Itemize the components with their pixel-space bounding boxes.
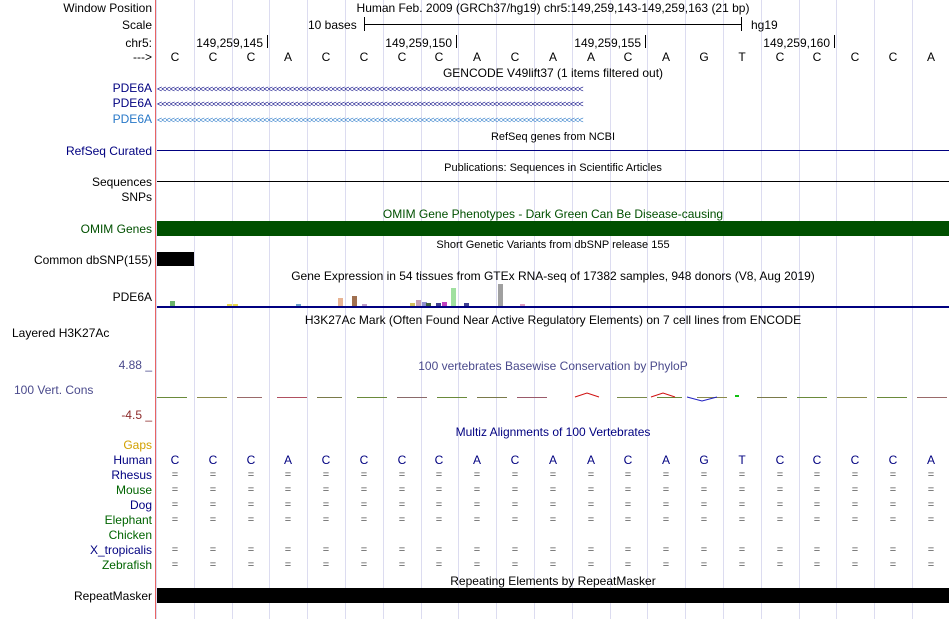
gtex-track-title: Gene Expression in 54 tissues from GTEx RNA-seq of 17382 samples, 948 donors (V8, Aug 2019) bbox=[291, 269, 815, 283]
phylop-segment bbox=[397, 397, 427, 398]
alignment-match: = bbox=[662, 514, 670, 526]
reference-base[interactable]: A bbox=[661, 50, 670, 64]
reference-base[interactable]: A bbox=[548, 50, 557, 64]
alignment-match: = bbox=[851, 544, 859, 556]
gencode-transcript-3[interactable]: <<<<<<<<<<<<<<<<<<<<<<<<<<<<<<<<<<<<<<<<<<<<<<<<<<<<<<<<<<<<<<<<<<<<<<<<<<<<<<<<<<<<<<<<<<<<<<<<<<<< bbox=[157, 115, 583, 125]
position-label: 149,259,150 bbox=[385, 36, 452, 50]
reference-base[interactable]: A bbox=[472, 50, 481, 64]
alignment-match: = bbox=[209, 544, 217, 556]
alignment-match: = bbox=[284, 514, 292, 526]
h3k27ac-track-title: H3K27Ac Mark (Often Found Near Active Regulatory Elements) on 7 cell lines from ENCODE bbox=[304, 313, 802, 327]
alignment-match: = bbox=[813, 499, 821, 511]
alignment-match: = bbox=[927, 499, 935, 511]
alignment-match: = bbox=[700, 514, 708, 526]
alignment-match: = bbox=[435, 559, 443, 571]
phylop-segment bbox=[357, 397, 387, 398]
reference-base[interactable]: C bbox=[321, 50, 331, 64]
alignment-match: = bbox=[435, 469, 443, 481]
gtex-tissue-bar[interactable] bbox=[498, 284, 503, 306]
human-base[interactable]: C bbox=[208, 453, 218, 467]
alignment-match: = bbox=[247, 514, 255, 526]
alignment-match: = bbox=[624, 544, 632, 556]
alignment-match: = bbox=[587, 559, 595, 571]
repeatmasker-track-label[interactable]: RepeatMasker bbox=[73, 589, 152, 603]
alignment-match: = bbox=[284, 469, 292, 481]
alignment-match: = bbox=[171, 484, 179, 496]
human-base[interactable]: C bbox=[812, 453, 822, 467]
alignment-match: = bbox=[247, 499, 255, 511]
alignment-match: = bbox=[360, 499, 368, 511]
alignment-match: = bbox=[624, 484, 632, 496]
alignment-match: = bbox=[322, 544, 330, 556]
reference-base[interactable]: C bbox=[170, 50, 180, 64]
alignment-match: = bbox=[889, 499, 897, 511]
alignment-match: = bbox=[435, 484, 443, 496]
alignment-match: = bbox=[624, 559, 632, 571]
multiz-species-label[interactable]: Chicken bbox=[108, 528, 152, 542]
omim-track-title: OMIM Gene Phenotypes - Dark Green Can Be Disease-causing bbox=[382, 207, 724, 221]
alignment-match: = bbox=[927, 514, 935, 526]
gtex-tissue-bar[interactable] bbox=[451, 288, 456, 306]
alignment-match: = bbox=[473, 514, 481, 526]
alignment-match: = bbox=[851, 469, 859, 481]
alignment-match: = bbox=[549, 484, 557, 496]
phylop-segment bbox=[437, 397, 467, 398]
alignment-match: = bbox=[889, 484, 897, 496]
repeatmasker-track-title: Repeating Elements by RepeatMasker bbox=[450, 574, 656, 588]
phylop-peak bbox=[575, 393, 599, 397]
alignment-match: = bbox=[473, 469, 481, 481]
alignment-match: = bbox=[927, 469, 935, 481]
human-base[interactable]: A bbox=[926, 453, 935, 467]
refseq-track-label[interactable]: RefSeq Curated bbox=[65, 144, 152, 158]
alignment-match: = bbox=[927, 544, 935, 556]
alignment-match: = bbox=[209, 484, 217, 496]
human-base[interactable]: A bbox=[586, 453, 595, 467]
phylop-mark bbox=[735, 395, 739, 397]
alignment-match: = bbox=[587, 544, 595, 556]
scale-text: 10 bases bbox=[308, 18, 357, 32]
gencode-track-title: GENCODE V49lift37 (1 items filtered out) bbox=[442, 66, 664, 80]
alignment-match: = bbox=[662, 469, 670, 481]
alignment-match: = bbox=[435, 514, 443, 526]
phylop-segment bbox=[237, 397, 262, 398]
human-base[interactable]: T bbox=[738, 453, 746, 467]
gtex-tissue-bar[interactable] bbox=[352, 296, 357, 306]
dbsnp-track-label[interactable]: Common dbSNP(155) bbox=[33, 253, 152, 267]
assembly-label: hg19 bbox=[751, 18, 778, 32]
alignment-match: = bbox=[322, 499, 330, 511]
alignment-match: = bbox=[473, 559, 481, 571]
alignment-match: = bbox=[889, 514, 897, 526]
alignment-match: = bbox=[776, 544, 784, 556]
window-position-text: Human Feb. 2009 (GRCh37/hg19) chr5:149,259,143-149,259,163 (21 bp) bbox=[356, 1, 750, 15]
alignment-match: = bbox=[776, 514, 784, 526]
phylop-segment bbox=[477, 397, 507, 398]
alignment-match: = bbox=[851, 514, 859, 526]
reference-base[interactable]: C bbox=[510, 50, 520, 64]
alignment-match: = bbox=[662, 499, 670, 511]
alignment-match: = bbox=[813, 469, 821, 481]
phylop-segment bbox=[517, 397, 547, 398]
alignment-match: = bbox=[813, 514, 821, 526]
alignment-match: = bbox=[851, 559, 859, 571]
alignment-match: = bbox=[398, 484, 406, 496]
human-base[interactable]: A bbox=[472, 453, 481, 467]
position-tick bbox=[645, 35, 646, 48]
alignment-match: = bbox=[587, 484, 595, 496]
alignment-match: = bbox=[662, 559, 670, 571]
position-tick bbox=[834, 35, 835, 48]
alignment-match: = bbox=[738, 469, 746, 481]
reference-base[interactable]: G bbox=[699, 50, 709, 64]
publications-track-title: Publications: Sequences in Scientific Articles bbox=[444, 162, 662, 174]
alignment-match: = bbox=[776, 484, 784, 496]
alignment-match: = bbox=[322, 469, 330, 481]
alignment-match: = bbox=[776, 469, 784, 481]
alignment-match: = bbox=[473, 544, 481, 556]
reference-base[interactable]: C bbox=[397, 50, 407, 64]
alignment-match: = bbox=[889, 544, 897, 556]
alignment-match: = bbox=[284, 559, 292, 571]
alignment-match: = bbox=[549, 514, 557, 526]
alignment-match: = bbox=[927, 559, 935, 571]
gencode-item-label-1[interactable]: PDE6A bbox=[112, 81, 152, 95]
human-base[interactable]: C bbox=[888, 453, 898, 467]
alignment-match: = bbox=[511, 499, 519, 511]
omim-gene-bar[interactable] bbox=[157, 221, 949, 236]
alignment-match: = bbox=[247, 469, 255, 481]
human-base[interactable]: C bbox=[246, 453, 256, 467]
reference-base[interactable]: A bbox=[283, 50, 292, 64]
alignment-match: = bbox=[662, 544, 670, 556]
alignment-match: = bbox=[171, 469, 179, 481]
alignment-match: = bbox=[171, 514, 179, 526]
human-base[interactable]: C bbox=[359, 453, 369, 467]
alignment-match: = bbox=[209, 559, 217, 571]
position-tick bbox=[456, 35, 457, 48]
multiz-species-label[interactable]: Zebrafish bbox=[101, 558, 152, 572]
human-base[interactable]: C bbox=[170, 453, 180, 467]
alignment-match: = bbox=[624, 469, 632, 481]
alignment-match: = bbox=[511, 559, 519, 571]
chrom-label: chr5: bbox=[125, 36, 152, 50]
reference-base[interactable]: C bbox=[246, 50, 256, 64]
gencode-item-label-3[interactable]: PDE6A bbox=[112, 112, 152, 126]
alignment-match: = bbox=[171, 499, 179, 511]
alignment-match: = bbox=[587, 469, 595, 481]
alignment-match: = bbox=[511, 514, 519, 526]
multiz-gaps-label[interactable]: Gaps bbox=[123, 438, 152, 452]
alignment-match: = bbox=[247, 559, 255, 571]
alignment-match: = bbox=[662, 484, 670, 496]
position-label: 149,259,155 bbox=[574, 36, 641, 50]
multiz-species-label[interactable]: Mouse bbox=[115, 483, 152, 497]
alignment-match: = bbox=[284, 544, 292, 556]
phylop-conservation-plot[interactable] bbox=[157, 385, 949, 405]
repeatmasker-block[interactable] bbox=[157, 588, 949, 603]
human-base[interactable]: C bbox=[321, 453, 331, 467]
label-track-separator bbox=[155, 0, 156, 619]
alignment-match: = bbox=[511, 469, 519, 481]
human-base[interactable]: C bbox=[623, 453, 633, 467]
alignment-match: = bbox=[813, 544, 821, 556]
gencode-item-label-2[interactable]: PDE6A bbox=[112, 96, 152, 110]
reference-base[interactable]: C bbox=[812, 50, 822, 64]
alignment-match: = bbox=[322, 559, 330, 571]
alignment-match: = bbox=[398, 499, 406, 511]
alignment-match: = bbox=[738, 544, 746, 556]
alignment-match: = bbox=[813, 484, 821, 496]
alignment-match: = bbox=[889, 559, 897, 571]
alignment-match: = bbox=[851, 484, 859, 496]
alignment-match: = bbox=[776, 499, 784, 511]
alignment-match: = bbox=[700, 484, 708, 496]
phylop-segment bbox=[277, 397, 307, 398]
phylop-segment bbox=[917, 397, 947, 398]
phylop-peak bbox=[651, 393, 675, 397]
alignment-match: = bbox=[322, 514, 330, 526]
alignment-match: = bbox=[700, 544, 708, 556]
alignment-match: = bbox=[209, 514, 217, 526]
alignment-match: = bbox=[398, 514, 406, 526]
alignment-match: = bbox=[813, 559, 821, 571]
refseq-track-title: RefSeq genes from NCBI bbox=[490, 131, 616, 143]
alignment-match: = bbox=[549, 544, 557, 556]
alignment-match: = bbox=[398, 544, 406, 556]
phylop-segment bbox=[197, 397, 227, 398]
alignment-match: = bbox=[360, 514, 368, 526]
phylop-segment bbox=[157, 397, 187, 398]
alignment-match: = bbox=[247, 544, 255, 556]
dbsnp-variant-block[interactable] bbox=[157, 252, 194, 266]
multiz-species-label[interactable]: Rhesus bbox=[111, 468, 152, 482]
reference-base[interactable]: C bbox=[359, 50, 369, 64]
alignment-match: = bbox=[624, 499, 632, 511]
alignment-match: = bbox=[549, 499, 557, 511]
alignment-match: = bbox=[398, 559, 406, 571]
alignment-match: = bbox=[700, 559, 708, 571]
alignment-match: = bbox=[700, 499, 708, 511]
alignment-match: = bbox=[360, 469, 368, 481]
alignment-match: = bbox=[360, 544, 368, 556]
alignment-match: = bbox=[738, 484, 746, 496]
alignment-match: = bbox=[738, 559, 746, 571]
position-label: 149,259,145 bbox=[196, 36, 263, 50]
alignment-match: = bbox=[549, 559, 557, 571]
position-label: 149,259,160 bbox=[763, 36, 830, 50]
alignment-match: = bbox=[435, 544, 443, 556]
reference-base[interactable]: T bbox=[738, 50, 746, 64]
human-base[interactable]: C bbox=[510, 453, 520, 467]
alignment-match: = bbox=[511, 544, 519, 556]
reference-base[interactable]: A bbox=[586, 50, 595, 64]
multiz-species-label[interactable]: Elephant bbox=[104, 513, 152, 527]
alignment-match: = bbox=[624, 514, 632, 526]
phylop-segment bbox=[877, 397, 907, 398]
alignment-match: = bbox=[587, 499, 595, 511]
alignment-match: = bbox=[284, 484, 292, 496]
alignment-match: = bbox=[473, 484, 481, 496]
alignment-match: = bbox=[360, 484, 368, 496]
reference-base[interactable]: C bbox=[850, 50, 860, 64]
human-base[interactable]: C bbox=[775, 453, 785, 467]
alignment-match: = bbox=[209, 469, 217, 481]
alignment-match: = bbox=[398, 469, 406, 481]
alignment-match: = bbox=[247, 484, 255, 496]
publications-track-label[interactable]: Sequences bbox=[91, 175, 152, 189]
dbsnp-track-title: Short Genetic Variants from dbSNP release 155 bbox=[436, 239, 670, 251]
phylop-track-label[interactable]: 100 Vert. Cons bbox=[14, 383, 94, 397]
position-tick bbox=[267, 35, 268, 48]
human-base[interactable]: C bbox=[434, 453, 444, 467]
alignment-match: = bbox=[171, 559, 179, 571]
alignment-match: = bbox=[889, 469, 897, 481]
phylop-segment bbox=[617, 397, 647, 398]
reference-base[interactable]: A bbox=[926, 50, 935, 64]
strand-label: ---> bbox=[133, 50, 152, 64]
refseq-gene-line[interactable] bbox=[157, 150, 949, 151]
multiz-species-label[interactable]: Dog bbox=[129, 498, 152, 512]
alignment-match: = bbox=[851, 499, 859, 511]
omim-track-label[interactable]: OMIM Genes bbox=[80, 222, 152, 236]
phylop-segment bbox=[837, 397, 867, 398]
alignment-match: = bbox=[549, 469, 557, 481]
human-base[interactable]: A bbox=[283, 453, 292, 467]
alignment-match: = bbox=[435, 499, 443, 511]
human-base[interactable]: A bbox=[548, 453, 557, 467]
alignment-match: = bbox=[171, 544, 179, 556]
phylop-max-value: 4.88 _ bbox=[118, 358, 152, 372]
multiz-species-label[interactable]: X_tropicalis bbox=[89, 543, 152, 557]
phylop-min-value: -4.5 _ bbox=[121, 408, 152, 422]
phylop-segment bbox=[797, 397, 827, 398]
alignment-match: = bbox=[776, 559, 784, 571]
human-base[interactable]: G bbox=[699, 453, 709, 467]
reference-base[interactable]: C bbox=[623, 50, 633, 64]
phylop-segment bbox=[657, 397, 682, 398]
publications-line[interactable] bbox=[157, 181, 949, 182]
reference-base[interactable]: C bbox=[888, 50, 898, 64]
scale-label: Scale bbox=[121, 18, 152, 32]
h3k27ac-track-label[interactable]: Layered H3K27Ac bbox=[12, 326, 110, 340]
alignment-match: = bbox=[322, 484, 330, 496]
alignment-match: = bbox=[738, 514, 746, 526]
human-base[interactable]: C bbox=[397, 453, 407, 467]
alignment-match: = bbox=[738, 499, 746, 511]
multiz-human-label[interactable]: Human bbox=[113, 453, 152, 467]
window-position-label: Window Position bbox=[63, 1, 152, 15]
scale-bar-right-tick bbox=[741, 17, 742, 31]
alignment-match: = bbox=[284, 499, 292, 511]
phylop-track-title: 100 vertebrates Basewise Conservation by PhyloP bbox=[418, 359, 688, 373]
alignment-match: = bbox=[473, 499, 481, 511]
alignment-match: = bbox=[511, 484, 519, 496]
reference-base[interactable]: C bbox=[775, 50, 785, 64]
alignment-match: = bbox=[700, 469, 708, 481]
gencode-transcript-2[interactable]: <<<<<<<<<<<<<<<<<<<<<<<<<<<<<<<<<<<<<<<<<<<<<<<<<<<<<<<<<<<<<<<<<<<<<<<<<<<<<<<<<<<<<<<<<<<<<<<<<<<< bbox=[157, 99, 583, 109]
human-base[interactable]: C bbox=[850, 453, 860, 467]
alignment-match: = bbox=[209, 499, 217, 511]
human-base[interactable]: A bbox=[661, 453, 670, 467]
gtex-tissue-bar[interactable] bbox=[338, 298, 343, 306]
snps-track-label[interactable]: SNPs bbox=[121, 190, 152, 204]
alignment-match: = bbox=[360, 559, 368, 571]
gencode-transcript-1[interactable]: <<<<<<<<<<<<<<<<<<<<<<<<<<<<<<<<<<<<<<<<<<<<<<<<<<<<<<<<<<<<<<<<<<<<<<<<<<<<<<<<<<<<<<<<<<<<<<<<<<<< bbox=[157, 84, 583, 94]
phylop-segment bbox=[317, 397, 342, 398]
gtex-track-label[interactable]: PDE6A bbox=[112, 290, 152, 304]
scale-bar bbox=[365, 24, 741, 25]
reference-base[interactable]: C bbox=[208, 50, 218, 64]
multiz-track-title: Multiz Alignments of 100 Vertebrates bbox=[455, 425, 651, 439]
reference-base[interactable]: C bbox=[434, 50, 444, 64]
alignment-match: = bbox=[587, 514, 595, 526]
alignment-match: = bbox=[927, 484, 935, 496]
gtex-gene-line[interactable] bbox=[157, 306, 949, 308]
phylop-segment bbox=[757, 397, 787, 398]
